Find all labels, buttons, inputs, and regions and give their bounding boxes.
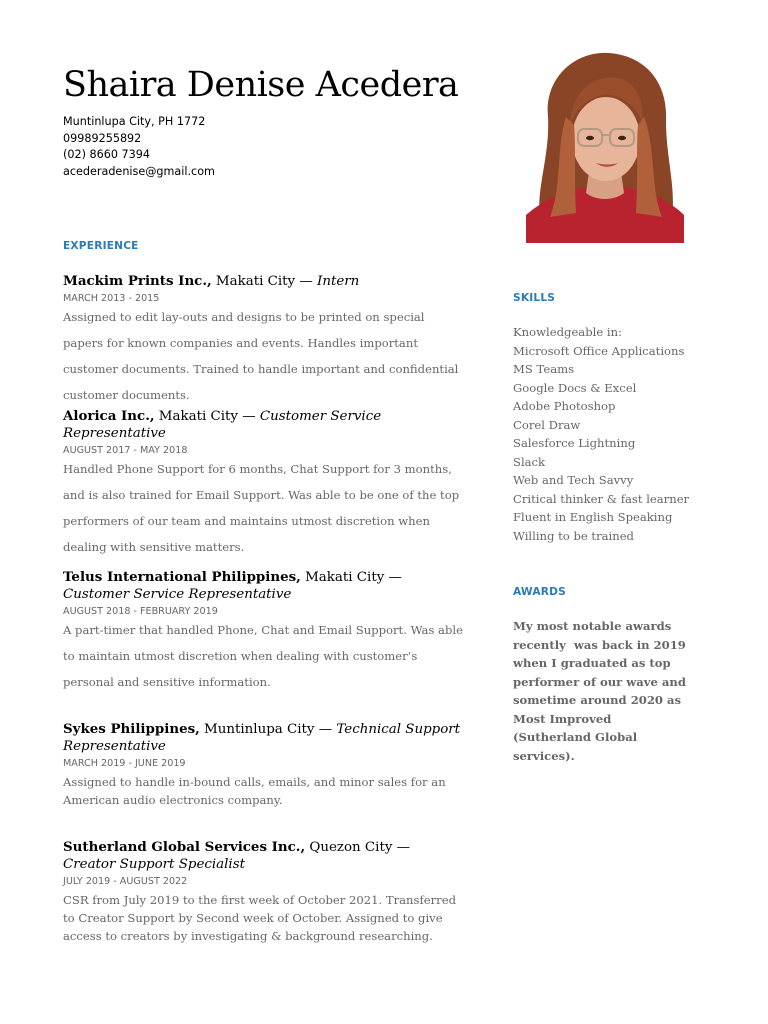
skill-item: Critical thinker & fast learner: [513, 491, 690, 506]
job-role: Customer Service Representative: [63, 409, 382, 441]
job-location: Muntinlupa City —: [199, 722, 337, 737]
job-company: Telus International Philippines,: [63, 569, 301, 585]
job-entry: [63, 569, 463, 695]
job-company: Sutherland Global Services Inc.,: [63, 839, 306, 855]
job-entry: [63, 721, 463, 809]
job-date: MARCH 2019 - JUNE 2019: [63, 758, 186, 769]
job-company: Alorica Inc.,: [63, 408, 155, 424]
job-location: Makati City —: [300, 570, 402, 585]
skill-item: Adobe Photoshop: [513, 399, 616, 413]
job-location: Makati City —: [211, 274, 318, 289]
job-description: Assigned to edit lay-outs and designs to be printed on special papers for known companies and events. Handles important customer documents. Trained to handle important and confidential customer documents.: [63, 310, 459, 402]
job-date: MARCH 2013 - 2015: [63, 293, 160, 304]
skills-list: [513, 323, 713, 545]
job-description: Assigned to handle in-bound calls, emails, and minor sales for an American audio electronics company.: [63, 775, 446, 807]
candidate-name: Shaira Denise Acedera: [63, 65, 459, 105]
job-company: Sykes Philippines,: [63, 721, 200, 737]
job-role: Technical Support Representative: [63, 722, 461, 754]
contact-info: [63, 114, 215, 180]
experience-heading: EXPERIENCE: [63, 240, 139, 252]
job-heading: [63, 721, 463, 755]
profile-photo: [526, 47, 684, 243]
job-location: Makati City —: [154, 409, 260, 424]
job-role: Customer Service Representative: [63, 587, 292, 602]
skill-item: Salesforce Lightning: [513, 436, 636, 450]
job-heading: [63, 839, 463, 873]
skill-item: Google Docs & Excel: [513, 380, 637, 395]
job-description: Handled Phone Support for 6 months, Chat Support for 3 months, and is also trained for Email Support. Was able to be one of the top performers of our team and maintains utmost discretion when dealing with sensitive matters.: [63, 462, 460, 554]
contact-landline: (02) 8660 7394: [63, 148, 151, 161]
job-company: Mackim Prints Inc.,: [63, 273, 212, 289]
job-location: Quezon City —: [305, 840, 411, 855]
job-entry: [63, 408, 463, 560]
skill-item: Web and Tech Savvy: [513, 473, 634, 487]
skill-item: Fluent in English Speaking: [513, 510, 673, 524]
skill-item: Willing to be trained: [513, 528, 634, 543]
job-role: Intern: [317, 274, 360, 289]
awards-text: My most notable awards recently was back in 2019 when I graduated as top performer of our wave and sometime around 2020 as Most Improved (Sutherland Global services).: [513, 619, 691, 763]
skills-heading: SKILLS: [513, 292, 556, 304]
job-entry: [63, 839, 463, 945]
skill-item: Corel Draw: [513, 417, 581, 432]
job-date: AUGUST 2018 - FEBRUARY 2019: [63, 606, 218, 617]
contact-mobile: 09989255892: [63, 131, 142, 145]
contact-email: acederadenise@gmail.com: [63, 164, 215, 178]
job-heading: [63, 569, 463, 603]
skill-item: Knowledgeable in:: [513, 325, 622, 339]
job-date: JULY 2019 - AUGUST 2022: [63, 876, 188, 887]
skill-item: Microsoft Office Applications: [513, 343, 685, 358]
job-heading: [63, 408, 463, 442]
job-role: Creator Support Specialist: [63, 857, 245, 872]
contact-address: Muntinlupa City, PH 1772: [63, 115, 206, 128]
job-description: A part-timer that handled Phone, Chat and Email Support. Was able to maintain utmost discretion when dealing with customer’s personal and sensitive information.: [63, 623, 463, 689]
job-description: CSR from July 2019 to the first week of October 2021. Transferred to Creator Support by Second week of October. Assigned to give access to creators by investigating & background researching.: [63, 893, 456, 943]
awards-heading: AWARDS: [513, 586, 566, 598]
profile-photo-illustration: [526, 47, 684, 243]
skill-item: Slack: [513, 454, 546, 469]
skill-item: MS Teams: [513, 362, 575, 376]
job-entry: [63, 273, 463, 408]
job-heading: [63, 273, 463, 290]
job-date: AUGUST 2017 - MAY 2018: [63, 445, 188, 456]
